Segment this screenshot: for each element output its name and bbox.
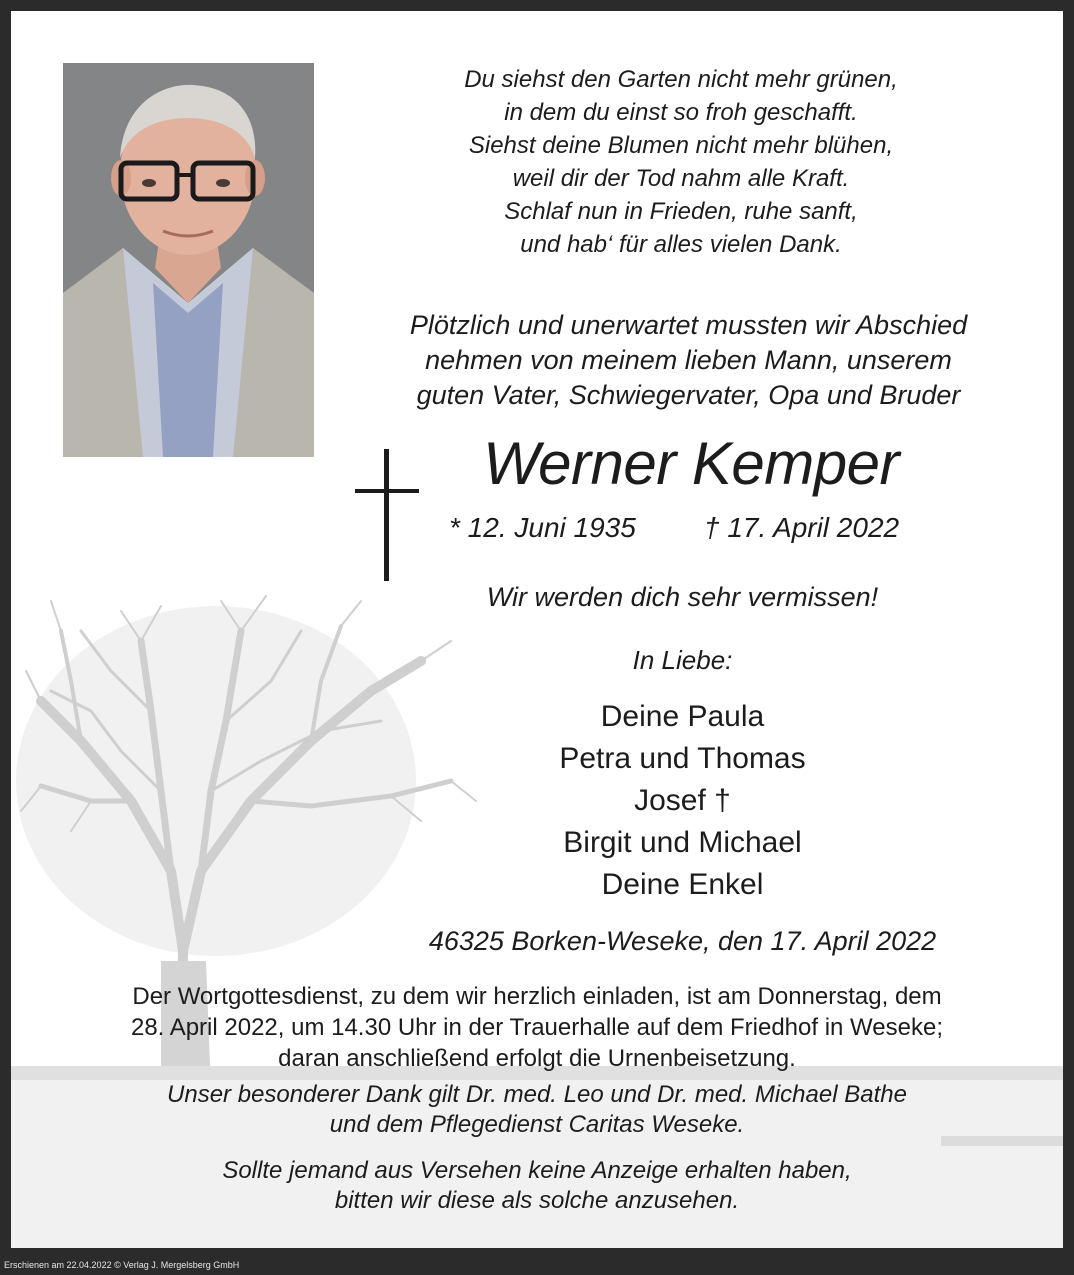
thanks-text xyxy=(11,1080,1063,1140)
notice-text xyxy=(11,1156,1063,1216)
intro-text xyxy=(331,308,1046,413)
cross-icon xyxy=(355,449,419,581)
service-line: 28. April 2022, um 14.30 Uhr in der Trauerhalle auf dem Friedhof in Weseke; xyxy=(130,1014,943,1041)
publication-footer: Erschienen am 22.04.2022 © Verlag J. Mergelsberg GmbH xyxy=(4,1260,240,1270)
family-member: Deine Enkel xyxy=(601,868,764,901)
death-date: † 17. April 2022 xyxy=(704,512,900,543)
family-list xyxy=(331,696,1034,906)
notice-line: Sollte jemand aus Versehen keine Anzeige erhalten haben, xyxy=(222,1157,852,1184)
service-line: daran anschließend erfolgt die Urnenbeisetzung. xyxy=(278,1045,796,1072)
service-line: Der Wortgottesdienst, zu dem wir herzlich einladen, ist am Donnerstag, dem xyxy=(132,983,942,1010)
poem-line: Du siehst den Garten nicht mehr grünen, xyxy=(464,66,898,93)
portrait-photo xyxy=(63,63,314,457)
poem-line: Schlaf nun in Frieden, ruhe sanft, xyxy=(504,198,858,225)
obituary-notice xyxy=(11,11,1063,1248)
intro-line: guten Vater, Schwiegervater, Opa und Bruder xyxy=(416,380,961,410)
thanks-line: Unser besonderer Dank gilt Dr. med. Leo und Dr. med. Michael Bathe xyxy=(167,1081,907,1108)
farewell-line: Wir werden dich sehr vermissen! xyxy=(486,582,879,612)
notice-line: bitten wir diese als solche anzusehen. xyxy=(334,1187,740,1214)
love-label: In Liebe: xyxy=(632,645,733,675)
place-date: 46325 Borken-Weseke, den 17. April 2022 xyxy=(428,926,937,956)
deceased-name: Werner Kemper xyxy=(483,430,899,497)
intro-line: nehmen von meinem lieben Mann, unserem xyxy=(425,345,952,375)
poem-line: weil dir der Tod nahm alle Kraft. xyxy=(512,165,850,192)
poem xyxy=(331,63,1031,261)
poem-line: in dem du einst so froh geschafft. xyxy=(504,99,858,126)
family-member: Deine Paula xyxy=(600,700,765,733)
service-info xyxy=(11,981,1063,1074)
birth-date: * 12. Juni 1935 xyxy=(449,512,636,543)
poem-line: und hab‘ für alles vielen Dank. xyxy=(520,231,842,258)
poem-line: Siehst deine Blumen nicht mehr blühen, xyxy=(468,132,894,159)
family-member: Petra und Thomas xyxy=(559,742,806,775)
intro-line: Plötzlich und unerwartet mussten wir Abschied xyxy=(409,310,968,340)
thanks-line: und dem Pflegedienst Caritas Weseke. xyxy=(329,1111,745,1138)
family-member: Birgit und Michael xyxy=(563,826,802,859)
family-member: Josef † xyxy=(634,784,731,817)
